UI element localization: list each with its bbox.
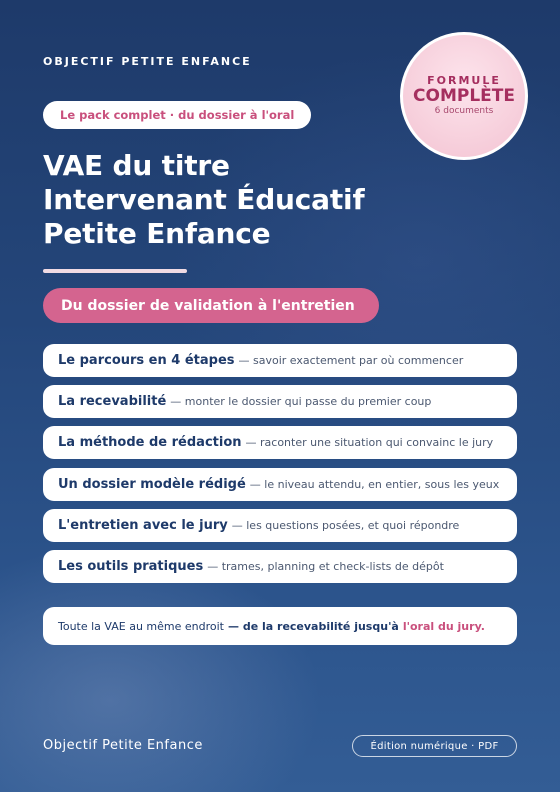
brand-header: OBJECTIF PETITE ENFANCE <box>43 55 252 68</box>
list-item <box>43 550 517 583</box>
list-item-title: Les outils pratiques <box>58 558 204 574</box>
contents-list <box>43 344 517 591</box>
list-item <box>43 426 517 459</box>
title-underline <box>43 269 187 273</box>
edition-badge: Édition numérique · PDF <box>352 735 517 757</box>
list-item <box>43 385 517 418</box>
list-item-description: — raconter une situation qui convainc le jury <box>245 436 494 450</box>
list-item-description: — le niveau attendu, en entier, sous les yeux <box>249 477 500 491</box>
summary-text-start: Toute la VAE au même endroit <box>58 619 224 633</box>
list-item <box>43 509 517 542</box>
badge-line-formule: FORMULE <box>427 73 501 87</box>
summary-text-middle: — de la recevabilité jusqu'à <box>228 619 399 633</box>
subtitle-pill: Du dossier de validation à l'entretien <box>43 288 379 323</box>
list-item <box>43 468 517 501</box>
list-item-title: La recevabilité <box>58 394 167 410</box>
list-item <box>43 344 517 377</box>
list-item-title: Un dossier modèle rédigé <box>58 476 246 492</box>
title-line-3: Petite Enfance <box>43 217 271 250</box>
list-item-title: La méthode de rédaction <box>58 435 242 451</box>
page-title <box>43 149 403 251</box>
footer-brand: Objectif Petite Enfance <box>43 738 203 753</box>
summary-box <box>43 607 517 645</box>
tagline-pill: Le pack complet · du dossier à l'oral <box>43 101 311 129</box>
list-item-title: Le parcours en 4 étapes <box>58 353 235 368</box>
formula-badge <box>400 32 528 160</box>
summary-text-highlight: l'oral du jury. <box>402 619 485 633</box>
badge-line-complete: COMPLÈTE <box>413 85 515 106</box>
badge-document-count: 6 documents <box>434 106 494 117</box>
title-line-2: Intervenant Éducatif <box>43 183 365 216</box>
list-item-description: — savoir exactement par où commencer <box>238 354 464 367</box>
list-item-title: L'entretien avec le jury <box>58 517 228 533</box>
list-item-description: — trames, planning et check-lists de dépôt <box>207 559 444 573</box>
list-item-description: — monter le dossier qui passe du premier coup <box>170 395 432 409</box>
title-line-1: VAE du titre <box>43 149 230 182</box>
list-item-description: — les questions posées, et quoi répondre <box>231 518 460 532</box>
